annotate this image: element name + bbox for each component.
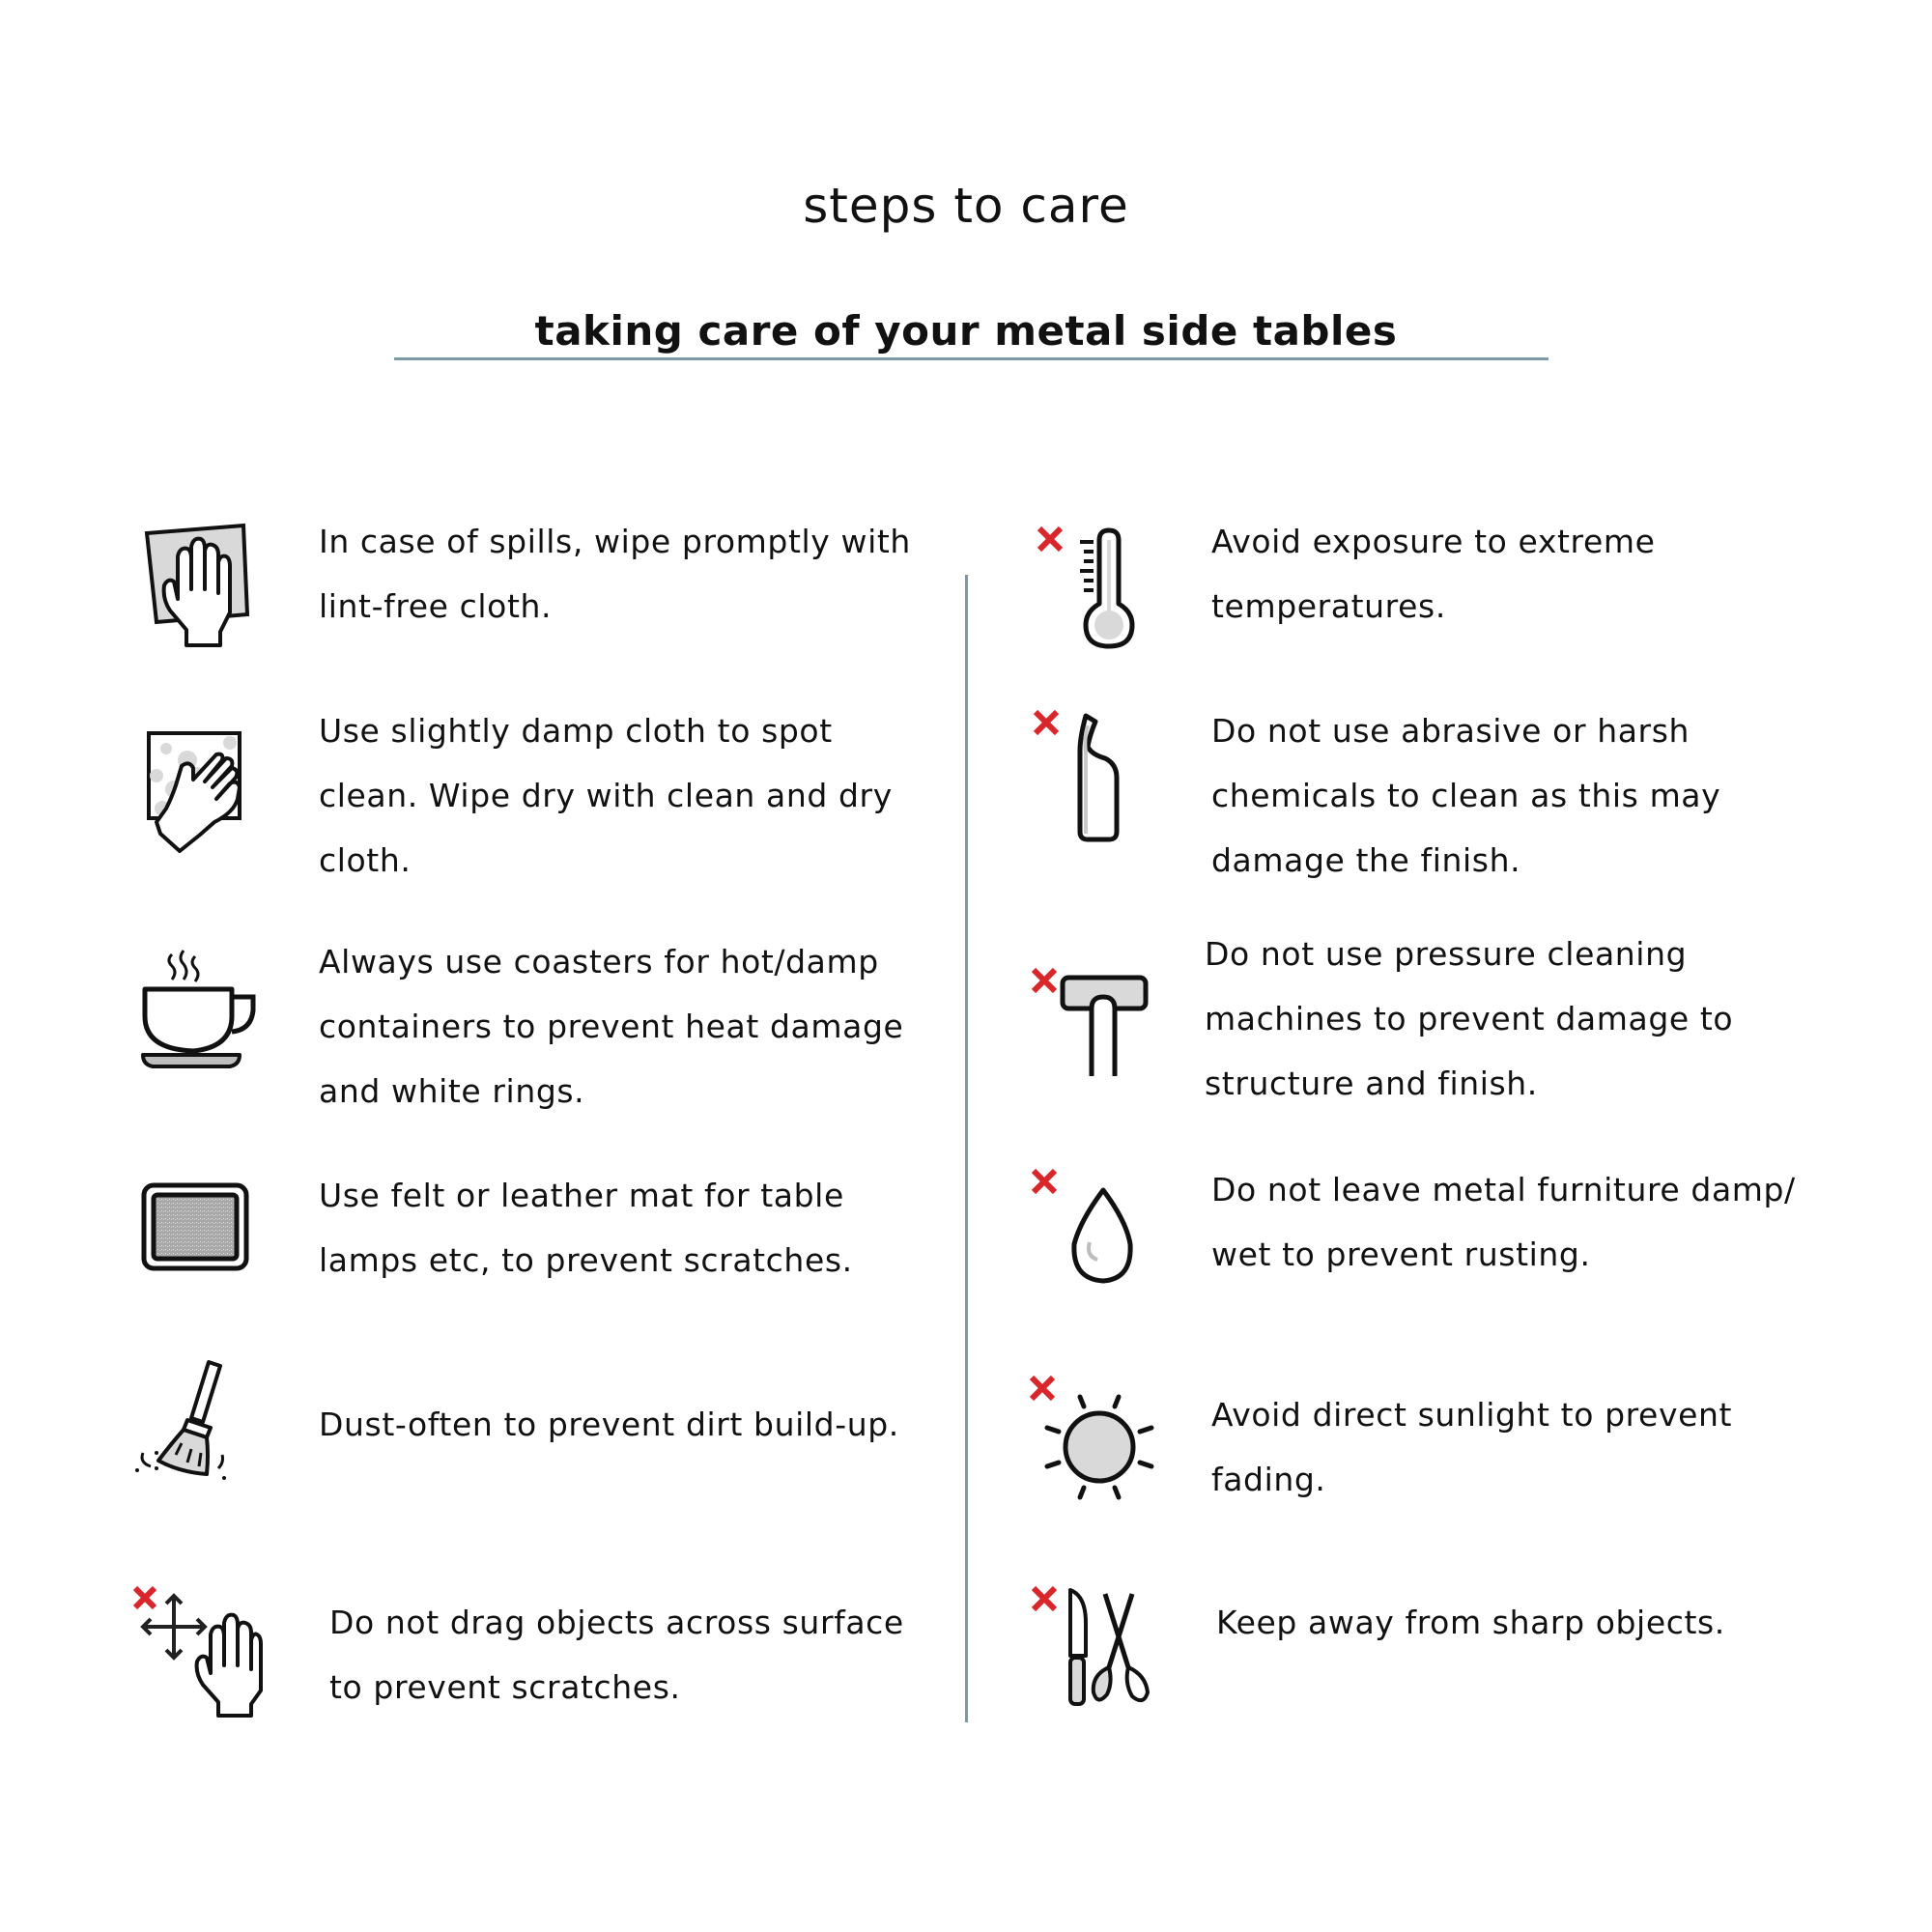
tip-avoid-sunlight xyxy=(1211,1382,1732,1512)
tip-sharp-objects xyxy=(1216,1590,1725,1655)
tip-dust-often xyxy=(319,1392,899,1457)
tip-coasters xyxy=(319,929,903,1123)
tip-line: to prevent scratches. xyxy=(329,1668,681,1706)
tip-line: Do not drag objects across surface xyxy=(329,1604,904,1641)
page-title: steps to care xyxy=(803,177,1129,234)
tip-wipe-spills xyxy=(319,509,911,639)
no-sharp-objects-icon xyxy=(1030,1584,1165,1710)
wipe-cloth-hand-icon xyxy=(143,522,249,647)
no-thermometer-icon xyxy=(1036,525,1144,650)
tip-line: Avoid exposure to extreme xyxy=(1211,523,1656,560)
tip-no-pressure-cleaning xyxy=(1205,922,1733,1116)
tip-line: In case of spills, wipe promptly with xyxy=(319,523,911,560)
tip-line: Avoid direct sunlight to prevent xyxy=(1211,1396,1733,1434)
cross-icon xyxy=(1039,528,1061,550)
no-water-drop-icon xyxy=(1030,1167,1146,1293)
no-pressure-washer-icon xyxy=(1030,962,1155,1078)
tip-line: Use felt or leather mat for table xyxy=(319,1177,844,1214)
tip-line: and white rings. xyxy=(319,1072,585,1110)
tip-line: Always use coasters for hot/damp xyxy=(319,943,879,980)
felt-mat-icon xyxy=(141,1182,249,1271)
tip-line: Do not use pressure cleaning xyxy=(1205,935,1688,973)
tip-line: temperatures. xyxy=(1211,587,1446,625)
column-divider xyxy=(965,575,968,1722)
tip-line: lamps etc, to prevent scratches. xyxy=(319,1241,853,1279)
tip-line: chemicals to clean as this may xyxy=(1211,777,1721,814)
tip-line: wet to prevent rusting. xyxy=(1211,1236,1591,1273)
header-divider xyxy=(394,357,1548,360)
cross-icon xyxy=(1034,970,1055,991)
tip-line: lint-free cloth. xyxy=(319,587,553,625)
tip-no-drag xyxy=(329,1590,904,1719)
tip-no-harsh-chemicals xyxy=(1211,698,1720,893)
tip-line: machines to prevent damage to xyxy=(1205,1000,1734,1037)
page-subtitle: taking care of your metal side tables xyxy=(534,306,1398,355)
tip-felt-mat xyxy=(319,1163,853,1293)
cross-icon xyxy=(1034,1171,1055,1192)
cross-icon xyxy=(1032,1378,1053,1399)
damp-cloth-hand-icon xyxy=(145,729,251,855)
no-chemical-bottle-icon xyxy=(1032,708,1148,843)
tip-line: Use slightly damp cloth to spot xyxy=(319,712,833,750)
coffee-cup-icon xyxy=(139,949,260,1069)
duster-brush-icon xyxy=(131,1358,238,1484)
tip-line: Dust-often to prevent dirt build-up. xyxy=(319,1406,899,1443)
tip-line: damage the finish. xyxy=(1211,841,1521,879)
tip-line: containers to prevent heat damage xyxy=(319,1008,904,1045)
tip-line: clean. Wipe dry with clean and dry xyxy=(319,777,893,814)
tip-line: Do not leave metal furniture damp/ xyxy=(1211,1171,1796,1208)
tip-damp-cloth xyxy=(319,698,893,893)
cross-icon xyxy=(1034,1588,1055,1609)
cross-icon xyxy=(1036,712,1057,733)
cross-icon xyxy=(135,1588,155,1607)
tip-line: Do not use abrasive or harsh xyxy=(1211,712,1690,750)
tip-line: cloth. xyxy=(319,841,412,879)
tip-line: fading. xyxy=(1211,1461,1326,1498)
no-sunlight-icon xyxy=(1028,1374,1163,1509)
tip-no-damp-metal xyxy=(1211,1157,1796,1287)
tip-extreme-temperatures xyxy=(1211,509,1656,639)
tip-line: structure and finish. xyxy=(1205,1065,1538,1102)
tip-line: Keep away from sharp objects. xyxy=(1216,1604,1725,1641)
no-drag-hand-icon xyxy=(131,1584,263,1719)
